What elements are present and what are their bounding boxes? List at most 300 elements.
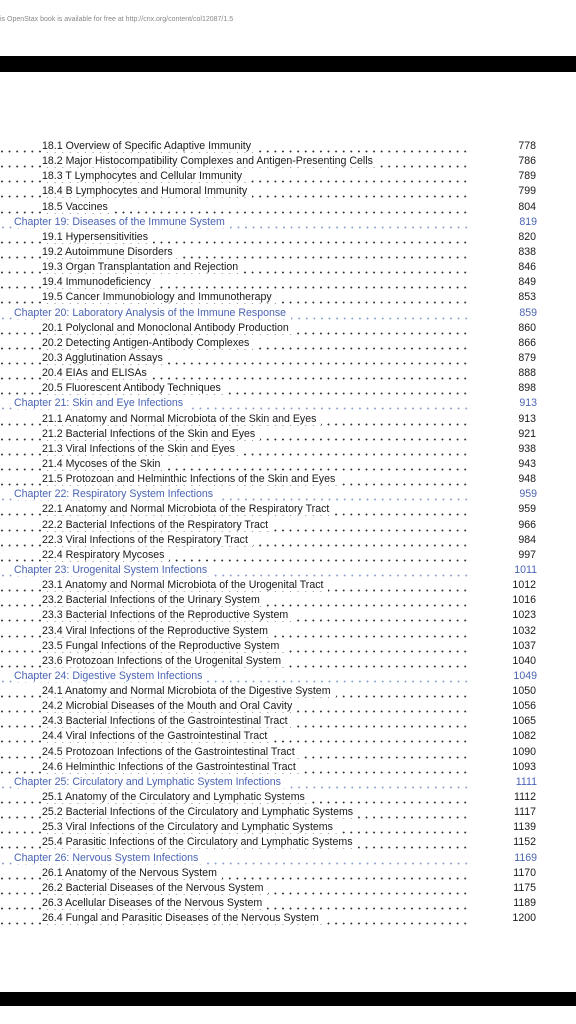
toc-page-number: 898 <box>518 382 536 395</box>
toc-entry-number: Chapter 24: <box>14 669 70 682</box>
toc-entry-text <box>42 337 254 349</box>
table-of-contents <box>0 139 576 926</box>
toc-entry-text <box>42 352 168 364</box>
toc-entry-label <box>0 593 469 608</box>
toc-entry-number: Chapter 21: <box>14 397 70 410</box>
toc-page-number: 1189 <box>513 897 536 910</box>
toc-entry-label <box>0 851 470 866</box>
toc-entry-number: 21.4 <box>42 457 63 470</box>
toc-chapter-row[interactable] <box>0 563 576 578</box>
toc-section-row[interactable] <box>0 381 576 396</box>
toc-section-row[interactable] <box>0 578 576 593</box>
toc-entry-text <box>14 397 188 409</box>
toc-entry-text <box>42 231 153 243</box>
toc-entry-text <box>14 307 291 319</box>
toc-entry-title: Laboratory Analysis of the Immune Response <box>72 306 287 319</box>
toc-section-row[interactable] <box>0 442 576 457</box>
toc-entry-text <box>42 882 268 894</box>
toc-entry-text <box>42 640 284 652</box>
toc-entry-text <box>14 670 207 682</box>
toc-entry-number: 19.2 <box>42 245 63 258</box>
toc-entry-title: Diseases of the Immune System <box>72 215 225 228</box>
toc-entry-text <box>42 519 273 531</box>
toc-entry-text <box>42 155 378 167</box>
toc-entry-number: 23.3 <box>42 609 63 622</box>
toc-section-row[interactable] <box>0 321 576 336</box>
toc-entry-label <box>0 169 469 184</box>
toc-page-number: 1111 <box>515 775 537 788</box>
toc-page-number: 838 <box>518 245 536 258</box>
toc-entry-label <box>0 275 469 290</box>
toc-entry-label <box>0 775 470 790</box>
toc-entry-number: 22.3 <box>42 533 63 546</box>
toc-entry-number: 22.1 <box>42 503 63 516</box>
toc-entry-title: Viral Infections of the Circulatory and Lymphatic Systems <box>65 821 333 834</box>
toc-entry-number: 21.5 <box>42 473 63 486</box>
toc-page-number: 1040 <box>512 654 536 667</box>
toc-section-row[interactable] <box>0 714 576 729</box>
toc-entry-title: Fluorescent Antibody Techniques <box>65 382 221 395</box>
toc-entry-title: Bacterial Infections of the Skin and Eyes <box>65 427 256 440</box>
toc-entry-label <box>0 381 469 396</box>
toc-page-number: 799 <box>518 185 536 198</box>
toc-page-number: 913 <box>519 397 537 410</box>
toc-entry-text <box>42 382 226 394</box>
toc-entry-label <box>0 684 469 699</box>
toc-entry-number: 25.4 <box>42 836 63 849</box>
toc-entry-text <box>14 852 203 864</box>
toc-section-row[interactable] <box>0 896 576 911</box>
toc-entry-number: 23.2 <box>42 594 63 607</box>
toc-entry-title: Protozoan and Helminthic Infections of the Skin and Eyes <box>65 473 336 486</box>
toc-entry-label <box>0 260 469 275</box>
toc-entry-label <box>0 184 469 199</box>
toc-page-number: 959 <box>518 503 536 516</box>
toc-page-number: 789 <box>518 170 536 183</box>
toc-entry-number: 20.5 <box>42 382 63 395</box>
toc-entry-label <box>0 245 469 260</box>
toc-entry-text <box>42 246 178 258</box>
toc-entry-text <box>42 791 310 803</box>
toc-entry-text <box>42 458 165 470</box>
toc-entry-label <box>0 290 469 305</box>
toc-entry-label <box>0 669 470 684</box>
toc-entry-title: Immunodeficiency <box>65 276 151 289</box>
toc-entry-text <box>14 488 218 500</box>
toc-entry-text <box>42 746 300 758</box>
toc-entry-label <box>0 639 469 654</box>
toc-entry-title: Parasitic Infections of the Circulatory and Lymphatic Systems <box>65 836 353 849</box>
toc-section-row[interactable] <box>0 654 576 669</box>
toc-chapter-row[interactable] <box>0 215 576 230</box>
toc-entry-title: Autoimmune Disorders <box>64 245 173 258</box>
toc-chapter-row[interactable] <box>0 306 576 321</box>
toc-section-row[interactable] <box>0 805 576 820</box>
toc-page-number: 853 <box>518 291 536 304</box>
toc-entry-text <box>42 534 253 546</box>
toc-entry-label <box>0 760 469 775</box>
toc-page-number: 948 <box>518 473 536 486</box>
toc-entry-text <box>42 322 294 334</box>
toc-entry-label <box>0 457 469 472</box>
toc-page-number: 921 <box>518 427 536 440</box>
toc-section-row[interactable] <box>0 518 576 533</box>
toc-entry-label <box>0 427 469 442</box>
toc-entry-label <box>0 578 469 593</box>
toc-section-row[interactable] <box>0 427 576 442</box>
toc-entry-number: 26.4 <box>42 912 63 925</box>
toc-entry-number: 18.1 <box>42 140 63 152</box>
toc-chapter-row[interactable] <box>0 775 576 790</box>
toc-entry-text <box>42 367 152 379</box>
toc-entry-label <box>0 215 470 230</box>
toc-page-number: 1200 <box>512 912 536 925</box>
toc-entry-text <box>42 503 334 515</box>
toc-entry-label <box>0 518 469 533</box>
toc-entry-number: 19.1 <box>42 230 63 243</box>
toc-entry-number: Chapter 19: <box>14 215 70 228</box>
toc-entry-title: Microbial Diseases of the Mouth and Oral Cavity <box>65 700 293 713</box>
toc-entry-label <box>0 351 469 366</box>
toc-entry-number: 25.3 <box>42 821 63 834</box>
toc-entry-label <box>0 881 469 896</box>
toc-section-row[interactable] <box>0 245 576 260</box>
toc-entry-number: 20.1 <box>42 321 63 334</box>
toc-entry-title: Mycoses of the Skin <box>65 457 161 470</box>
toc-chapter-row[interactable] <box>0 851 576 866</box>
toc-page-number: 997 <box>518 548 536 561</box>
toc-entry-text <box>42 897 267 909</box>
toc-entry-label <box>0 366 469 381</box>
toc-section-row[interactable] <box>0 351 576 366</box>
toc-entry-title: Bacterial Diseases of the Nervous System <box>65 881 264 894</box>
toc-entry-number: 24.3 <box>42 715 63 728</box>
page-header-note: is OpenStax book is available for free at http://cnx.org/content/col12087/1.5 <box>0 16 234 23</box>
toc-section-row[interactable] <box>0 290 576 305</box>
toc-section-row[interactable] <box>0 835 576 850</box>
toc-entry-title: Viral Infections of the Gastrointestinal Tract <box>65 730 268 743</box>
toc-entry-number: 21.1 <box>42 412 63 425</box>
toc-entry-text <box>42 549 169 561</box>
toc-entry-text <box>42 443 240 455</box>
toc-entry-text <box>42 715 293 727</box>
toc-section-row[interactable] <box>0 275 576 290</box>
toc-page-number: 778 <box>518 140 536 152</box>
toc-entry-number: 18.4 <box>42 185 63 198</box>
toc-page-number: 859 <box>519 306 537 319</box>
toc-entry-text <box>42 291 277 303</box>
toc-entry-text <box>42 594 265 606</box>
toc-page-number: 1169 <box>514 851 537 864</box>
toc-entry-text <box>42 761 301 773</box>
toc-entry-title: Circulatory and Lymphatic System Infections <box>72 775 281 788</box>
toc-entry-title: Fungal Infections of the Reproductive System <box>65 639 280 652</box>
toc-page-number: 938 <box>518 442 536 455</box>
toc-page-number: 1016 <box>512 594 536 607</box>
toc-entry-number: 18.5 <box>42 200 63 213</box>
toc-entry-label <box>0 306 470 321</box>
toc-entry-number: Chapter 22: <box>14 488 70 501</box>
toc-entry-title: Anatomy of the Circulatory and Lymphatic Systems <box>64 791 305 804</box>
toc-entry-title: Viral Infections of the Skin and Eyes <box>65 442 235 455</box>
toc-entry-title: Organ Transplantation and Rejection <box>65 261 239 274</box>
toc-entry-text <box>42 685 336 697</box>
toc-entry-number: 23.5 <box>42 639 63 652</box>
toc-entry-label <box>0 487 470 502</box>
toc-entry-number: 26.3 <box>42 897 63 910</box>
toc-section-row[interactable] <box>0 548 576 563</box>
toc-entry-label <box>0 805 469 820</box>
toc-entry-number: Chapter 23: <box>14 563 70 576</box>
toc-section-row[interactable] <box>0 639 576 654</box>
toc-entry-number: 20.4 <box>42 367 63 380</box>
toc-page-number: 819 <box>519 215 537 228</box>
toc-section-row[interactable] <box>0 593 576 608</box>
toc-entry-title: Nervous System Infections <box>72 851 199 864</box>
toc-entry-text <box>42 140 256 152</box>
toc-entry-text <box>42 625 273 637</box>
toc-entry-text <box>42 170 247 182</box>
toc-entry-title: Anatomy and Normal Microbiota of the Skin and Eyes <box>64 412 317 425</box>
toc-entry-label <box>0 729 469 744</box>
toc-entry-text <box>42 185 252 197</box>
toc-entry-text <box>42 413 321 425</box>
toc-entry-label <box>0 699 469 714</box>
toc-entry-title: Detecting Antigen-Antibody Complexes <box>65 336 250 349</box>
toc-entry-label <box>0 472 469 487</box>
toc-entry-label <box>0 502 469 517</box>
toc-entry-label <box>0 321 469 336</box>
toc-entry-label <box>0 548 469 563</box>
toc-page-number: 866 <box>518 336 536 349</box>
toc-entry-number: 20.2 <box>42 336 63 349</box>
toc-section-row[interactable] <box>0 760 576 775</box>
toc-entry-label <box>0 654 469 669</box>
toc-page-number: 804 <box>518 200 536 213</box>
toc-entry-label <box>0 835 469 850</box>
toc-page-number: 1139 <box>513 821 536 834</box>
toc-entry-text <box>42 473 340 485</box>
toc-entry-number: Chapter 25: <box>14 775 70 788</box>
toc-page-number: 1023 <box>512 609 536 622</box>
toc-entry-label <box>0 911 469 926</box>
toc-entry-label <box>0 396 470 411</box>
toc-entry-label <box>0 820 469 835</box>
toc-section-row[interactable] <box>0 729 576 744</box>
toc-entry-title: Cancer Immunobiology and Immunotherapy <box>65 291 272 304</box>
toc-entry-number: 18.2 <box>42 155 63 168</box>
toc-entry-text <box>42 428 260 440</box>
toc-page-number: 984 <box>518 533 536 546</box>
toc-section-row[interactable] <box>0 866 576 881</box>
toc-entry-title: Viral Infections of the Reproductive System <box>65 624 268 637</box>
toc-section-row[interactable] <box>0 502 576 517</box>
toc-page-number: 860 <box>518 321 536 334</box>
toc-entry-title: Anatomy and Normal Microbiota of the Urogenital Tract <box>64 579 324 592</box>
toc-page-number: 849 <box>518 276 536 289</box>
toc-page-number: 1175 <box>513 881 536 894</box>
toc-page-number: 1037 <box>512 639 536 652</box>
toc-section-row[interactable] <box>0 820 576 835</box>
toc-entry-title: Bacterial Infections of the Reproductive System <box>65 609 289 622</box>
toc-chapter-row[interactable] <box>0 669 576 684</box>
toc-section-row[interactable] <box>0 699 576 714</box>
toc-entry-title: Bacterial Infections of the Urinary System <box>65 594 260 607</box>
toc-page-number: 1093 <box>512 760 536 773</box>
toc-section-row[interactable] <box>0 366 576 381</box>
toc-section-row[interactable] <box>0 457 576 472</box>
toc-section-row[interactable] <box>0 472 576 487</box>
toc-entry-label <box>0 866 469 881</box>
toc-entry-title: Helminthic Infections of the Gastrointestinal Tract <box>65 760 296 773</box>
toc-entry-number: 24.5 <box>42 745 63 758</box>
toc-entry-text <box>42 276 156 288</box>
toc-entry-text <box>42 655 286 667</box>
toc-entry-title: Viral Infections of the Respiratory Tract <box>65 533 248 546</box>
toc-section-row[interactable] <box>0 412 576 427</box>
toc-entry-label <box>0 563 470 578</box>
toc-entry-title: Skin and Eye Infections <box>72 397 184 410</box>
toc-entry-text <box>42 912 324 924</box>
toc-section-row[interactable] <box>0 139 576 154</box>
toc-entry-number: 26.2 <box>42 881 63 894</box>
toc-entry-text <box>42 261 243 273</box>
toc-page-number: 1032 <box>512 624 536 637</box>
toc-entry-label <box>0 412 469 427</box>
toc-entry-label <box>0 896 469 911</box>
toc-entry-number: 19.4 <box>42 276 63 289</box>
toc-entry-title: Major Histocompatibility Complexes and Antigen-Presenting Cells <box>65 155 373 168</box>
toc-entry-label <box>0 608 469 623</box>
toc-page-number: 1117 <box>514 806 536 819</box>
toc-entry-number: 21.3 <box>42 442 63 455</box>
toc-entry-text <box>14 564 212 576</box>
toc-section-row[interactable] <box>0 200 576 215</box>
toc-entry-number: 24.6 <box>42 760 63 773</box>
toc-section-row[interactable] <box>0 169 576 184</box>
toc-page-number: 966 <box>518 518 536 531</box>
toc-section-row[interactable] <box>0 745 576 760</box>
toc-entry-label <box>0 442 469 457</box>
toc-page-number: 820 <box>518 230 536 243</box>
toc-entry-text <box>42 730 272 742</box>
toc-entry-label <box>0 139 469 154</box>
toc-entry-text <box>42 821 338 833</box>
toc-entry-label <box>0 790 469 805</box>
toc-entry-number: 19.5 <box>42 291 63 304</box>
toc-entry-number: Chapter 26: <box>14 851 70 864</box>
toc-entry-label <box>0 230 469 245</box>
toc-page-number: 1082 <box>512 730 536 743</box>
toc-section-row[interactable] <box>0 790 576 805</box>
toc-entry-number: 24.4 <box>42 730 63 743</box>
toc-section-row[interactable] <box>0 881 576 896</box>
toc-entry-number: 20.3 <box>42 351 63 364</box>
toc-page-number: 1049 <box>513 669 537 682</box>
toc-entry-label <box>0 533 469 548</box>
toc-entry-number: 21.2 <box>42 427 63 440</box>
toc-entry-title: Bacterial Infections of the Gastrointestinal Tract <box>65 715 288 728</box>
bottom-black-bar <box>0 992 576 1006</box>
toc-section-row[interactable] <box>0 230 576 245</box>
toc-entry-title: EIAs and ELISAs <box>65 367 147 380</box>
toc-page-number: 943 <box>518 457 536 470</box>
toc-entry-label <box>0 714 469 729</box>
toc-chapter-row[interactable] <box>0 396 576 411</box>
toc-entry-text <box>42 836 358 848</box>
toc-section-row[interactable] <box>0 260 576 275</box>
toc-entry-text <box>42 867 222 879</box>
toc-section-row[interactable] <box>0 608 576 623</box>
toc-entry-text <box>42 609 293 621</box>
toc-entry-title: Urogenital System Infections <box>72 563 208 576</box>
toc-page-number: 959 <box>519 488 537 501</box>
toc-entry-number: 24.2 <box>42 700 63 713</box>
toc-chapter-row[interactable] <box>0 487 576 502</box>
toc-entry-number: 25.1 <box>42 791 63 804</box>
toc-entry-text <box>42 579 328 591</box>
toc-entry-title: B Lymphocytes and Humoral Immunity <box>65 185 248 198</box>
toc-entry-title: Bacterial Infections of the Respiratory Tract <box>65 518 269 531</box>
top-black-bar <box>0 56 576 72</box>
toc-page-number: 1011 <box>514 563 537 576</box>
toc-section-row[interactable] <box>0 184 576 199</box>
toc-page-number: 888 <box>518 367 536 380</box>
toc-section-row[interactable] <box>0 684 576 699</box>
toc-entry-title: Anatomy and Normal Microbiota of the Digestive System <box>64 685 331 698</box>
toc-entry-title: Fungal and Parasitic Diseases of the Nervous System <box>65 912 319 925</box>
toc-entry-title: Polyclonal and Monoclonal Antibody Production <box>65 321 289 334</box>
toc-entry-text <box>42 700 297 712</box>
toc-entry-number: 25.2 <box>42 806 63 819</box>
toc-entry-title: Respiratory System Infections <box>72 488 214 501</box>
toc-entry-label <box>0 745 469 760</box>
toc-entry-text <box>14 776 286 788</box>
toc-page-number: 1056 <box>512 700 536 713</box>
toc-entry-title: Acellular Diseases of the Nervous System <box>64 897 263 910</box>
toc-page-number: 1065 <box>512 715 536 728</box>
toc-entry-title: Overview of Specific Adaptive Immunity <box>65 140 252 152</box>
toc-page-number: 913 <box>518 412 536 425</box>
toc-entry-text <box>14 216 230 228</box>
toc-entry-number: 23.1 <box>42 579 63 592</box>
toc-entry-number: Chapter 20: <box>14 306 70 319</box>
toc-entry-label <box>0 200 469 215</box>
toc-section-row[interactable] <box>0 624 576 639</box>
toc-entry-title: Hypersensitivities <box>65 230 149 243</box>
toc-entry-label <box>0 624 469 639</box>
toc-entry-title: Agglutination Assays <box>64 351 163 364</box>
toc-section-row[interactable] <box>0 533 576 548</box>
toc-page-number: 1112 <box>514 791 536 804</box>
toc-entry-title: Bacterial Infections of the Circulatory and Lymphatic Systems <box>65 806 354 819</box>
toc-entry-title: Protozoan Infections of the Urogenital System <box>65 654 282 667</box>
toc-entry-number: 26.1 <box>42 866 63 879</box>
toc-section-row[interactable] <box>0 336 576 351</box>
toc-entry-label <box>0 154 469 169</box>
toc-page-number: 1050 <box>512 685 536 698</box>
toc-entry-title: Respiratory Mycoses <box>65 548 165 561</box>
toc-page-number: 879 <box>518 351 536 364</box>
toc-entry-number: 22.2 <box>42 518 63 531</box>
toc-page-number: 1090 <box>512 745 536 758</box>
toc-entry-number: 23.6 <box>42 654 63 667</box>
toc-section-row[interactable] <box>0 911 576 926</box>
toc-section-row[interactable] <box>0 154 576 169</box>
toc-entry-title: Vaccines <box>65 200 108 213</box>
toc-page-number: 1152 <box>513 836 536 849</box>
toc-entry-number: 18.3 <box>42 170 63 183</box>
